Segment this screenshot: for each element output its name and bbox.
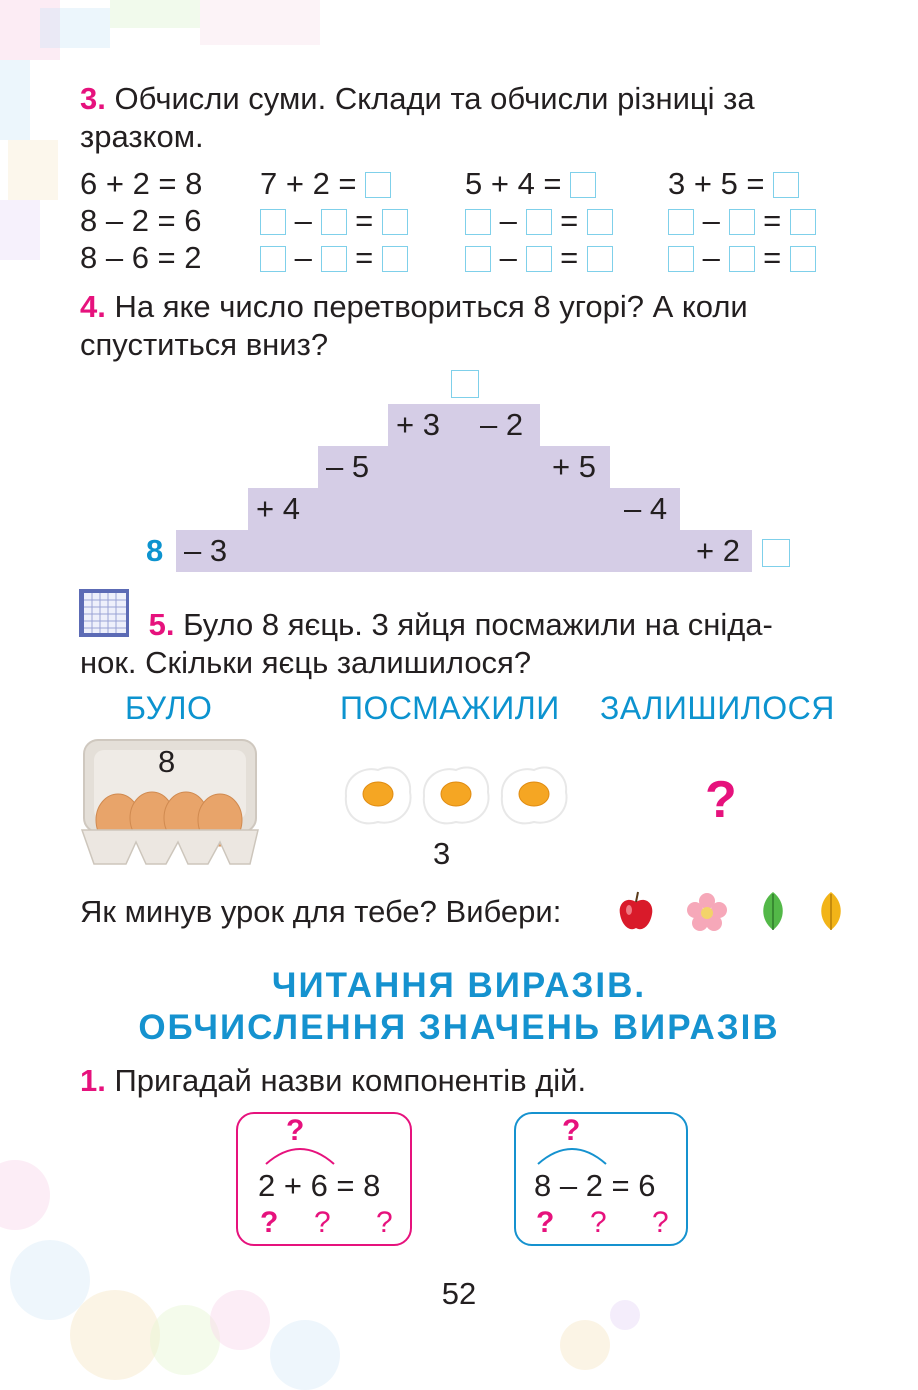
sum-expression: 3 + 5 =	[668, 166, 765, 201]
fried-eggs-illustration	[342, 762, 572, 830]
section-title-line1: ЧИТАННЯ ВИРАЗІВ.	[271, 966, 647, 1005]
task5-number: 5.	[148, 607, 175, 642]
result-question: ?	[376, 1206, 393, 1239]
task5-text-line2: нок. Скільки яєць залишилося?	[80, 645, 532, 680]
stair-step-2	[248, 488, 680, 530]
task3-text	[80, 80, 850, 156]
answer-box[interactable]	[260, 246, 286, 272]
answer-box[interactable]	[382, 246, 408, 272]
task4-text-line2: спуститься вниз?	[80, 327, 329, 362]
apple-icon[interactable]	[616, 890, 656, 932]
subtrahend-question: ?	[590, 1206, 607, 1239]
left-op-1: – 3	[184, 533, 228, 568]
left-op-3: – 5	[326, 449, 370, 484]
task1-text	[80, 1062, 586, 1100]
answer-box[interactable]	[526, 246, 552, 272]
addend1-question: ?	[260, 1206, 279, 1239]
answer-box[interactable]	[790, 246, 816, 272]
answer-box[interactable]	[365, 172, 391, 198]
subtraction-expression: 8 – 2 = 6	[534, 1168, 656, 1203]
answer-box[interactable]	[587, 246, 613, 272]
reflection-text: Як минув урок для тебе? Вибери:	[80, 894, 562, 929]
example-diff1: 8 – 2 = 6	[80, 203, 202, 238]
right-op-3: – 4	[624, 491, 668, 526]
stair-step-1	[176, 530, 752, 572]
sum-question: ?	[286, 1114, 305, 1147]
addition-expression: 2 + 6 = 8	[258, 1168, 381, 1203]
section-title-line2: ОБЧИСЛЕННЯ ЗНАЧЕНЬ ВИРАЗІВ	[138, 1008, 780, 1047]
right-op-1: – 2	[480, 407, 524, 442]
caption-left: ЗАЛИШИЛОСЯ	[600, 690, 835, 726]
task3-text-line1: Обчисли суми. Склади та обчисли різниці за	[114, 81, 755, 116]
answer-box[interactable]	[570, 172, 596, 198]
answer-box[interactable]	[729, 209, 755, 235]
minus-sign: –	[499, 240, 517, 275]
example-diff2: 8 – 6 = 2	[80, 240, 202, 275]
eggs-left-question: ?	[705, 771, 737, 829]
addend2-question: ?	[314, 1206, 331, 1239]
answer-box[interactable]	[382, 209, 408, 235]
green-leaf-icon[interactable]	[758, 890, 788, 932]
equals-sign: =	[763, 240, 782, 275]
minus-sign: –	[702, 203, 720, 238]
task1-number: 1.	[80, 1063, 106, 1098]
equals-sign: =	[763, 203, 782, 238]
answer-box[interactable]	[587, 209, 613, 235]
equals-sign: =	[560, 203, 579, 238]
minus-sign: –	[499, 203, 517, 238]
caption-was: БУЛО	[125, 690, 213, 726]
answer-box[interactable]	[465, 209, 491, 235]
flower-icon[interactable]	[686, 892, 728, 932]
top-answer-box[interactable]	[451, 370, 479, 398]
addition-frame	[236, 1112, 412, 1246]
task4-text	[80, 288, 850, 364]
bottom-answer-box[interactable]	[762, 539, 790, 567]
left-op-4: + 3	[396, 407, 440, 442]
task5-text	[80, 606, 850, 682]
answer-box[interactable]	[465, 246, 491, 272]
minus-sign: –	[294, 203, 312, 238]
answer-box[interactable]	[790, 209, 816, 235]
example-sum: 6 + 2 = 8	[80, 166, 203, 201]
equals-sign: =	[355, 203, 374, 238]
equals-sign: =	[560, 240, 579, 275]
task4-number: 4.	[80, 289, 106, 324]
answer-box[interactable]	[321, 209, 347, 235]
answer-box[interactable]	[260, 209, 286, 235]
sum-expression: 5 + 4 =	[465, 166, 562, 201]
result-question: ?	[652, 1206, 669, 1239]
task3-number: 3.	[80, 81, 106, 116]
answer-box[interactable]	[526, 209, 552, 235]
start-number: 8	[146, 533, 164, 568]
task1-instruction: Пригадай назви компонентів дій.	[114, 1063, 587, 1098]
difference-question: ?	[562, 1114, 581, 1147]
caption-fried: ПОСМАЖИЛИ	[340, 690, 560, 726]
task3-text-line2: зразком.	[80, 119, 204, 154]
answer-box[interactable]	[668, 246, 694, 272]
left-op-2: + 4	[256, 491, 300, 526]
right-op-4: + 2	[696, 533, 740, 568]
sum-expression: 7 + 2 =	[260, 166, 357, 201]
minus-sign: –	[702, 240, 720, 275]
answer-box[interactable]	[668, 209, 694, 235]
answer-box[interactable]	[773, 172, 799, 198]
minus-sign: –	[294, 240, 312, 275]
eggs-was-count: 8	[158, 744, 176, 779]
task4-text-line1: На яке число перетвориться 8 угорі? А коли	[114, 289, 748, 324]
task5-text-line1: Було 8 яєць. 3 яйця посмажили на сніда-	[183, 607, 773, 642]
yellow-leaf-icon[interactable]	[816, 890, 846, 932]
minuend-question: ?	[536, 1206, 555, 1239]
eggs-fried-count: 3	[433, 836, 451, 871]
page-number: 52	[441, 1276, 477, 1311]
subtraction-frame	[514, 1112, 688, 1246]
answer-box[interactable]	[321, 246, 347, 272]
answer-box[interactable]	[729, 246, 755, 272]
equals-sign: =	[355, 240, 374, 275]
right-op-2: + 5	[552, 449, 596, 484]
